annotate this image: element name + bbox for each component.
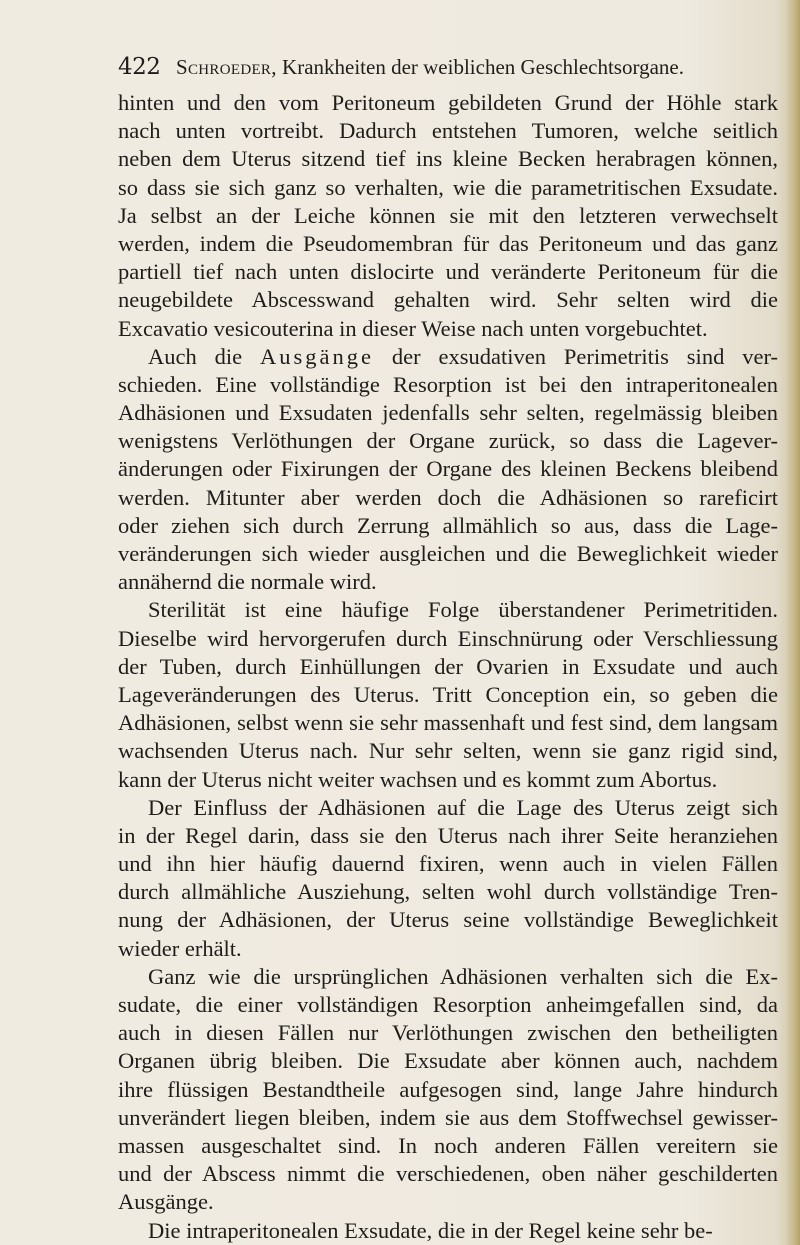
text-line: Die intraperitonealen Exsudate, die in der Regel keine sehr be- (148, 1217, 713, 1243)
text-line: wenigstens Verlöthungen der Organe zurück, so dass die Lagever- (118, 428, 778, 454)
text-line: oder ziehen sich durch Zerrung allmählich so aus, dass die Lage- (118, 512, 778, 538)
text-line: hinten und den vom Peritoneum gebildeten Grund der Höhle stark (118, 90, 778, 115)
text-line: kann der Uterus nicht weiter wachsen und es kommt zum Abortus. (118, 766, 718, 792)
text-line: so dass sie sich ganz so verhalten, wie die parametritischen Exsudate. (118, 174, 778, 200)
text-line: änderungen oder Fixirungen der Organe des kleinen Beckens bleibend (118, 456, 778, 482)
text-segment: Auch die (148, 343, 261, 369)
text-line (118, 343, 778, 371)
text-line: neugebildete Abscesswand gehalten wird. Sehr selten wird die (118, 287, 778, 313)
text-line: neben dem Uterus sitzend tief ins kleine Becken herabragen können, (118, 146, 778, 172)
text-line: Adhäsionen und Exsudaten jedenfalls sehr selten, regelmässig bleiben (118, 400, 778, 426)
text-line: Der Einfluss der Adhäsionen auf die Lage des Uterus zeigt sich (148, 794, 778, 820)
text-segment: der exsudativen Perimetritis sind ver- (374, 343, 778, 369)
author-name: Schroeder, (176, 55, 277, 79)
emphasized-term: Ausgänge (260, 343, 375, 369)
text-line: Ganz wie die ursprünglichen Adhäsionen verhalten sich die Ex- (148, 963, 778, 989)
page-number: 422 (118, 54, 161, 80)
text-line: ihre flüssigen Bestandtheile aufgesogen sind, lange Jahre hindurch (118, 1076, 778, 1102)
text-line: und der Abscess nimmt die verschiedenen, oben näher geschilderten (118, 1161, 778, 1187)
text-line: auch in diesen Fällen nur Verlöthungen zwischen den betheiligten (118, 1020, 778, 1046)
text-line: schieden. Eine vollständige Resorption ist bei den intraperitonealen (118, 371, 778, 397)
text-line: Excavatio vesicouterina in dieser Weise nach unten vorgebuchtet. (118, 315, 708, 341)
page-edge-shadow (786, 0, 800, 1245)
text-line: sudate, die einer vollständigen Resorption anheimgefallen sind, da (118, 992, 778, 1017)
text-line: massen ausgeschaltet sind. In noch anderen Fällen vereitern sie (118, 1132, 778, 1158)
text-line: veränderungen sich wieder ausgleichen und die Beweglichkeit wieder (118, 541, 778, 566)
text-line: wieder erhält. (118, 935, 242, 961)
text-line: Sterilität ist eine häufige Folge überstandener Perimetritiden. (148, 597, 778, 623)
text-line: Lageveränderungen des Uterus. Tritt Conception ein, so geben die (118, 681, 778, 707)
text-line: annähernd die normale wird. (118, 569, 377, 595)
text-line: Organen übrig bleiben. Die Exsudate aber können auch, nachdem (118, 1048, 778, 1074)
book-title: Krankheiten der weiblichen Geschlechtsorgane. (282, 55, 684, 79)
text-line: nung der Adhäsionen, der Uterus seine vollständige Beweglichkeit (118, 907, 778, 933)
body-text (118, 89, 778, 1245)
text-line: werden. Mitunter aber werden doch die Adhäsionen so rareficirt (118, 484, 778, 510)
text-line: Dieselbe wird hervorgerufen durch Einschnürung oder Verschliessung (118, 625, 778, 651)
text-line: partiell tief nach unten dislocirte und veränderte Peritoneum für die (118, 259, 778, 285)
text-line: unverändert liegen bleiben, indem sie aus dem Stoffwechsel gewisser- (118, 1104, 778, 1130)
text-line: und ihn hier häufig dauernd fixiren, wenn auch in vielen Fällen (118, 851, 778, 877)
running-title (176, 52, 684, 82)
text-line: Ja selbst an der Leiche können sie mit den letzteren verwechselt (118, 202, 778, 228)
text-line: durch allmähliche Ausziehung, selten wohl durch vollständige Tren- (118, 879, 778, 905)
running-header (118, 52, 778, 82)
text-line: Adhäsionen, selbst wenn sie sehr massenhaft und fest sind, dem langsam (118, 710, 778, 736)
text-line: der Tuben, durch Einhüllungen der Ovarien in Exsudate und auch (118, 653, 778, 679)
text-line: werden, indem die Pseudomembran für das Peritoneum und das ganz (118, 230, 778, 256)
text-line: Ausgänge. (118, 1189, 214, 1215)
text-line: wachsenden Uterus nach. Nur sehr selten, wenn sie ganz rigid sind, (118, 738, 778, 764)
text-line: in der Regel darin, dass sie den Uterus nach ihrer Seite heranziehen (118, 822, 778, 848)
text-line: nach unten vortreibt. Dadurch entstehen Tumoren, welche seitlich (118, 118, 778, 144)
